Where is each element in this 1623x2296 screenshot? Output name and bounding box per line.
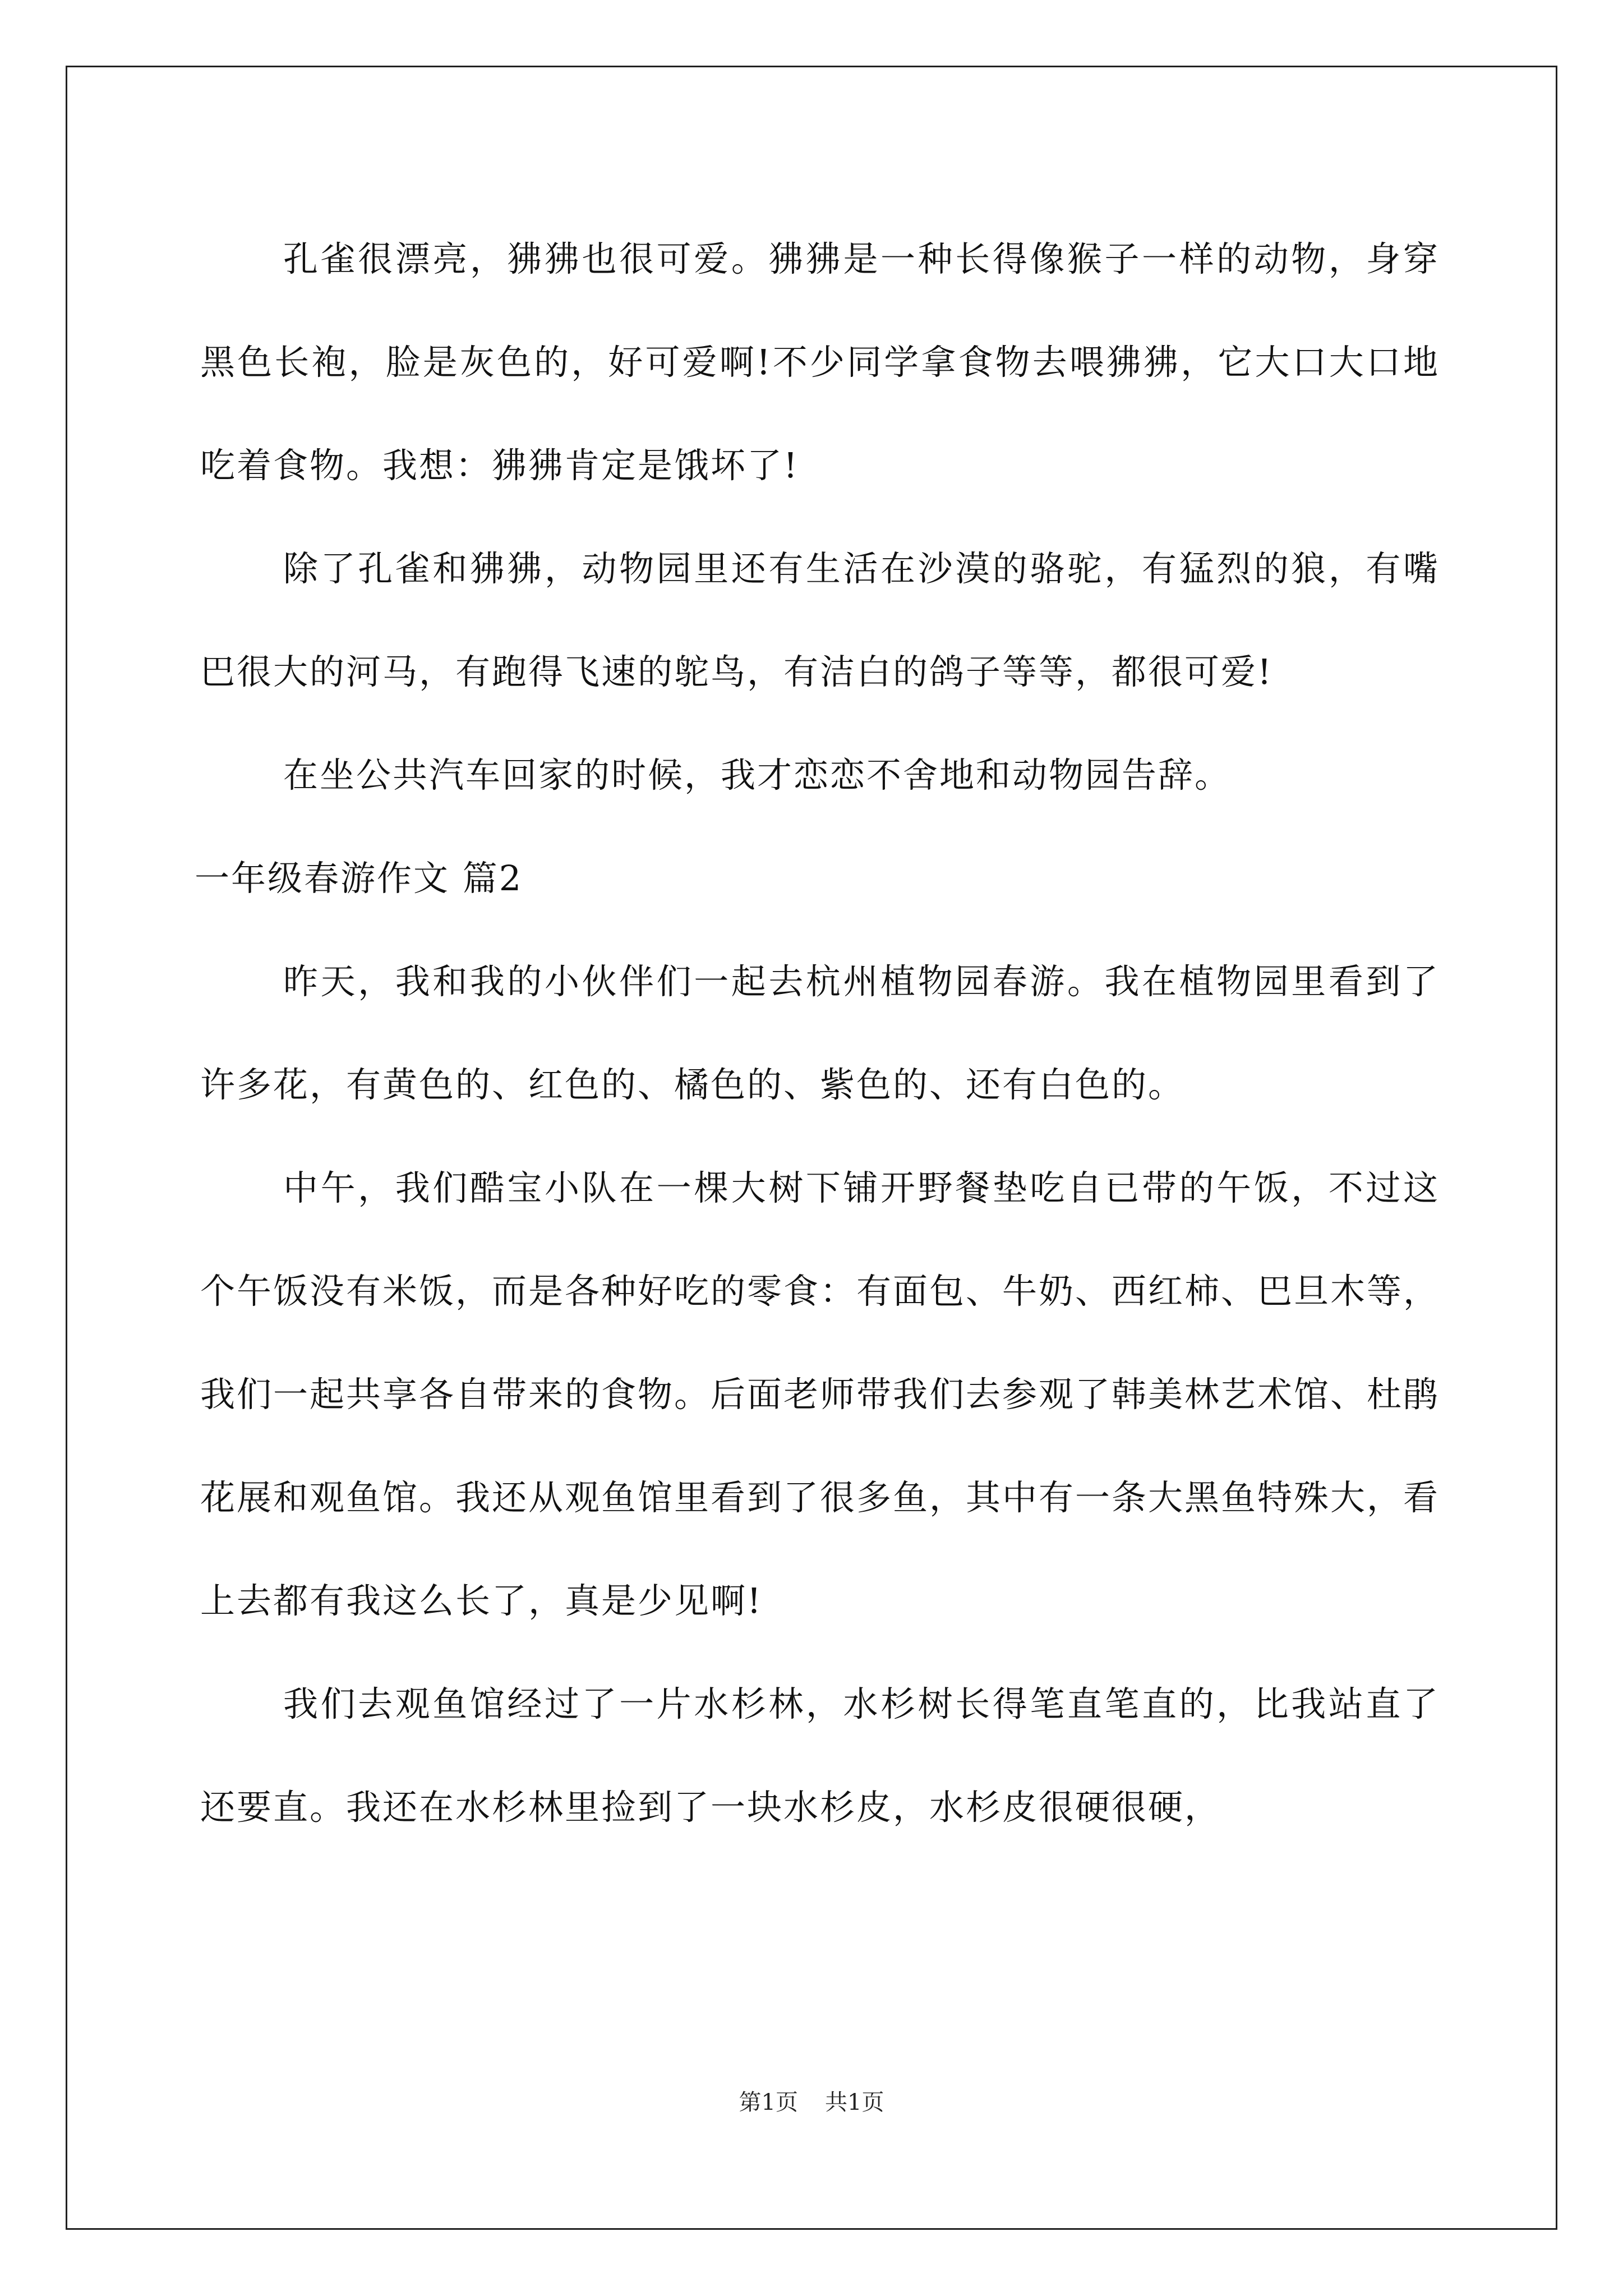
paragraph: 昨天，我和我的小伙伴们一起去杭州植物园春游。我在植物园里看到了许多花，有黄色的、红色的、橘色的、紫色的、还有白色的。	[200, 961, 1440, 1105]
document-body	[195, 208, 1440, 1859]
paragraph: 中午，我们酷宝小队在一棵大树下铺开野餐垫吃自已带的午饭，不过这个午饭没有米饭，而是各种好吃的零食：有面包、牛奶、西红柿、巴旦木等，我们一起共享各自带来的食物。后面老师带我们去参观了韩美林艺术馆、杜鹃花展和观鱼馆。我还从观鱼馆里看到了很多鱼，其中有一条大黑鱼特殊大，看上去都有我这么长了，真是少见啊!	[200, 1167, 1440, 1621]
page-number: 第1页	[739, 2090, 798, 2115]
page-footer	[0, 2086, 1623, 2119]
paragraph: 除了孔雀和狒狒，动物园里还有生活在沙漠的骆驼，有猛烈的狼，有嘴巴很大的河马，有跑得飞速的鸵鸟，有洁白的鸽子等等，都很可爱!	[200, 548, 1440, 692]
paragraph: 在坐公共汽车回家的时候，我才恋恋不舍地和动物园告辞。	[283, 754, 1232, 795]
paragraph: 孔雀很漂亮，狒狒也很可爱。狒狒是一种长得像猴子一样的动物，身穿黑色长袍，脸是灰色的，好可爱啊!不少同学拿食物去喂狒狒，它大口大口地吃着食物。我想：狒狒肯定是饿坏了!	[200, 238, 1440, 486]
paragraph: 我们去观鱼馆经过了一片水杉林，水杉树长得笔直笔直的，比我站直了还要直。我还在水杉林里捡到了一块水杉皮，水杉皮很硬很硬，	[200, 1683, 1440, 1828]
section-heading: 一年级春游作文 篇2	[195, 858, 523, 899]
page-total: 共1页	[825, 2090, 884, 2115]
